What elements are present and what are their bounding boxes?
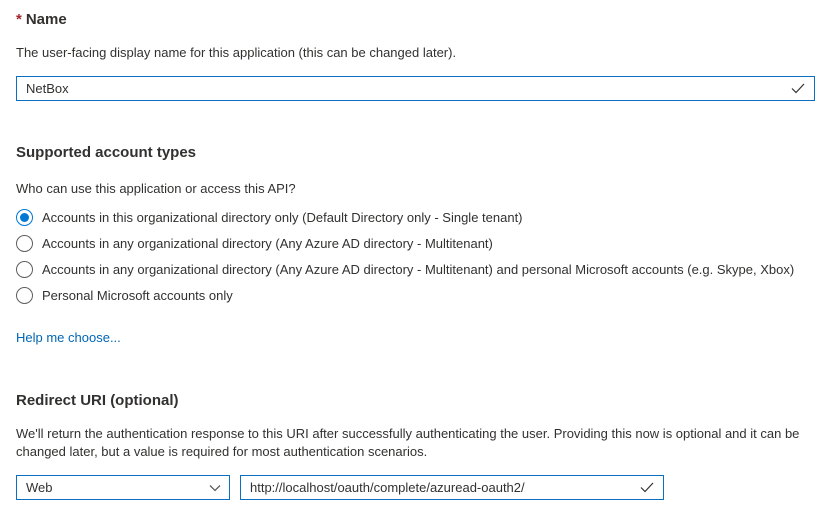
required-asterisk: * [16, 11, 22, 28]
help-me-choose-link[interactable]: Help me choose... [16, 330, 121, 345]
redirect-uri-description: We'll return the authentication response to this URI after successfully authenticating the user. Providing this now is optional and it can be changed later, but a value is required for most authentication scenarios. [16, 426, 800, 459]
name-input-container [16, 76, 815, 101]
valid-checkmark-icon [791, 83, 805, 94]
radio-option-label: Accounts in any organizational directory (Any Azure AD directory - Multitenant) and personal Microsoft accounts (e.g. Skype, Xbox) [42, 262, 795, 277]
platform-select-value: Web [26, 480, 53, 495]
supported-account-types-heading: Supported account types [16, 144, 197, 161]
account-types-question: Who can use this application or access this API? [16, 181, 296, 196]
radio-button-icon[interactable] [16, 287, 33, 304]
name-heading-label: Name [25, 11, 67, 28]
redirect-uri-input-container [240, 475, 664, 500]
name-input[interactable] [26, 81, 783, 96]
redirect-uri-row [16, 475, 815, 500]
chevron-down-icon [209, 484, 221, 492]
radio-option-label: Accounts in any organizational directory (Any Azure AD directory - Multitenant) [42, 236, 493, 251]
radio-button-icon[interactable] [16, 235, 33, 252]
platform-select[interactable] [16, 475, 230, 500]
radio-button-icon[interactable] [16, 261, 33, 278]
valid-checkmark-icon [640, 482, 654, 493]
account-type-radio-group [16, 209, 815, 304]
radio-option-label: Accounts in this organizational directory only (Default Directory only - Single tenant) [42, 210, 523, 225]
name-description: The user-facing display name for this application (this can be changed later). [16, 45, 457, 60]
radio-option-multitenant[interactable] [16, 235, 815, 252]
supported-account-types-section [16, 143, 815, 347]
name-heading [16, 10, 815, 29]
radio-option-single-tenant[interactable] [16, 209, 815, 226]
radio-option-multitenant-personal[interactable] [16, 261, 815, 278]
radio-option-label: Personal Microsoft accounts only [42, 288, 233, 303]
redirect-uri-input[interactable] [250, 480, 632, 495]
name-section [16, 10, 815, 101]
redirect-uri-heading: Redirect URI (optional) [16, 392, 179, 409]
radio-button-icon[interactable] [16, 209, 33, 226]
radio-option-personal-only[interactable] [16, 287, 815, 304]
redirect-uri-section [16, 391, 815, 500]
